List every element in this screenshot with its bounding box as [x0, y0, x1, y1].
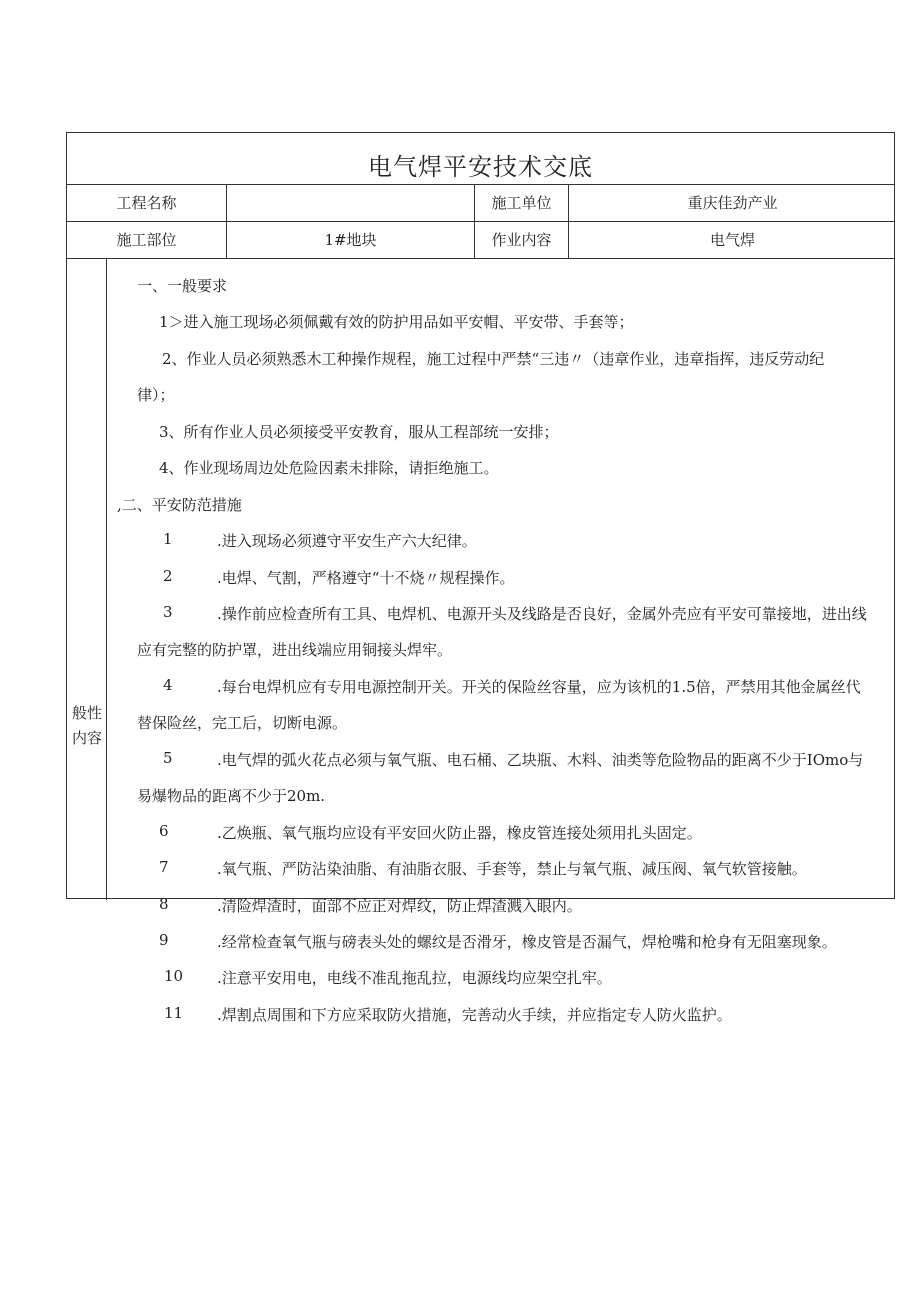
section1-item: 3、所有作业人员必须接受平安教育，服从工程部统一安排； — [159, 423, 559, 441]
section1-heading: 一、一般要求 — [137, 277, 228, 295]
side-column — [67, 258, 107, 900]
section2-heading: ,二、平安防范措施 — [117, 496, 242, 514]
measure-number: 1 — [163, 530, 173, 548]
measure-text: .注意平安用电，电线不准乱拖乱拉，电源线均应架空扎牢。 — [217, 969, 612, 987]
info-row-location — [67, 221, 894, 259]
info-row-project — [67, 184, 894, 222]
contractor-value: 重庆佳劲产业 — [687, 194, 778, 212]
measure-number: 8 — [159, 895, 169, 913]
measure-number: 2 — [163, 567, 173, 585]
work-value: 电气焊 — [709, 231, 755, 249]
location-value: 1#地块 — [227, 221, 475, 258]
measure-text-continued: 易爆物品的距离不少于20m. — [137, 787, 326, 805]
measure-number: 5 — [163, 749, 173, 767]
measure-number: 10 — [164, 967, 184, 985]
measure-number: 6 — [159, 822, 169, 840]
document-title: 电气焊平安技术交底 — [67, 133, 894, 185]
measure-number: 9 — [159, 931, 169, 949]
section1-item-continued: 律）； — [137, 386, 175, 404]
contractor-label: 施工单位 — [475, 184, 569, 221]
measure-text: .每台电焊机应有专用电源控制开关。开关的保险丝容量，应为该机的1.5倍，严禁用其他金属丝代 — [217, 678, 861, 696]
section1-item: 2、作业人员必须熟悉木工种操作规程，施工过程中严禁“三违〃（违章作业，违章指挥，违反劳动纪 — [162, 350, 825, 368]
measure-text: .清险焊渣时，面部不应正对焊纹，防止焊渣溅入眼内。 — [217, 897, 582, 915]
section1-item: 1＞进入施工现场必须佩戴有效的防护用品如平安帽、平安带、手套等； — [159, 313, 634, 331]
work-label: 作业内容 — [475, 221, 569, 258]
measure-text: .操作前应检查所有工具、电焊机、电源开头及线路是否良好，金属外壳应有平安可靠接地，进出线 — [217, 605, 867, 623]
content-area — [107, 258, 896, 1024]
measure-text: .焊割点周围和下方应采取防火措施，完善动火手续，并应指定专人防火监护。 — [217, 1006, 732, 1024]
measure-text-continued: 应有完整的防护罩，进出线端应用铜接头焊牢。 — [137, 641, 453, 659]
measure-text: .电焊、气割，严格遵守“十不烧〃规程操作。 — [217, 569, 515, 587]
document-table — [66, 132, 895, 1024]
measure-text: .进入现场必须遵守平安生产六大纪律。 — [217, 532, 477, 550]
section1-item: 4、作业现场周边处危险因素未排除，请拒绝施工。 — [159, 459, 499, 477]
measure-number: 4 — [163, 676, 173, 694]
measure-text: .电气焊的弧火花点必须与氧气瓶、电石桶、乙块瓶、木料、油类等危险物品的距离不少于IOmo与 — [217, 751, 864, 769]
project-name-value — [227, 184, 475, 221]
measure-text: .经常检查氧气瓶与磅表头处的螺纹是否滑牙，橡皮管是否漏气，焊枪嘴和枪身有无阻塞现象。 — [217, 933, 837, 951]
measure-text: .氧气瓶、严防沾染油脂、有油脂衣服、手套等，禁止与氧气瓶、减压阀、氧气软管接触。 — [217, 860, 807, 878]
measure-text-continued: 替保险丝，完工后，切断电源。 — [137, 714, 348, 732]
side-label-line: 内容 — [71, 729, 102, 747]
side-label-line: 般性 — [71, 704, 102, 722]
measure-text: .乙焕瓶、氧气瓶均应设有平安回火防止器，橡皮管连接处须用扎头固定。 — [217, 824, 702, 842]
measure-number: 7 — [159, 858, 169, 876]
project-name-label: 工程名称 — [67, 184, 227, 221]
location-label: 施工部位 — [67, 221, 227, 258]
measure-number: 3 — [163, 603, 173, 621]
side-label — [67, 701, 107, 751]
measure-number: 11 — [164, 1004, 184, 1022]
